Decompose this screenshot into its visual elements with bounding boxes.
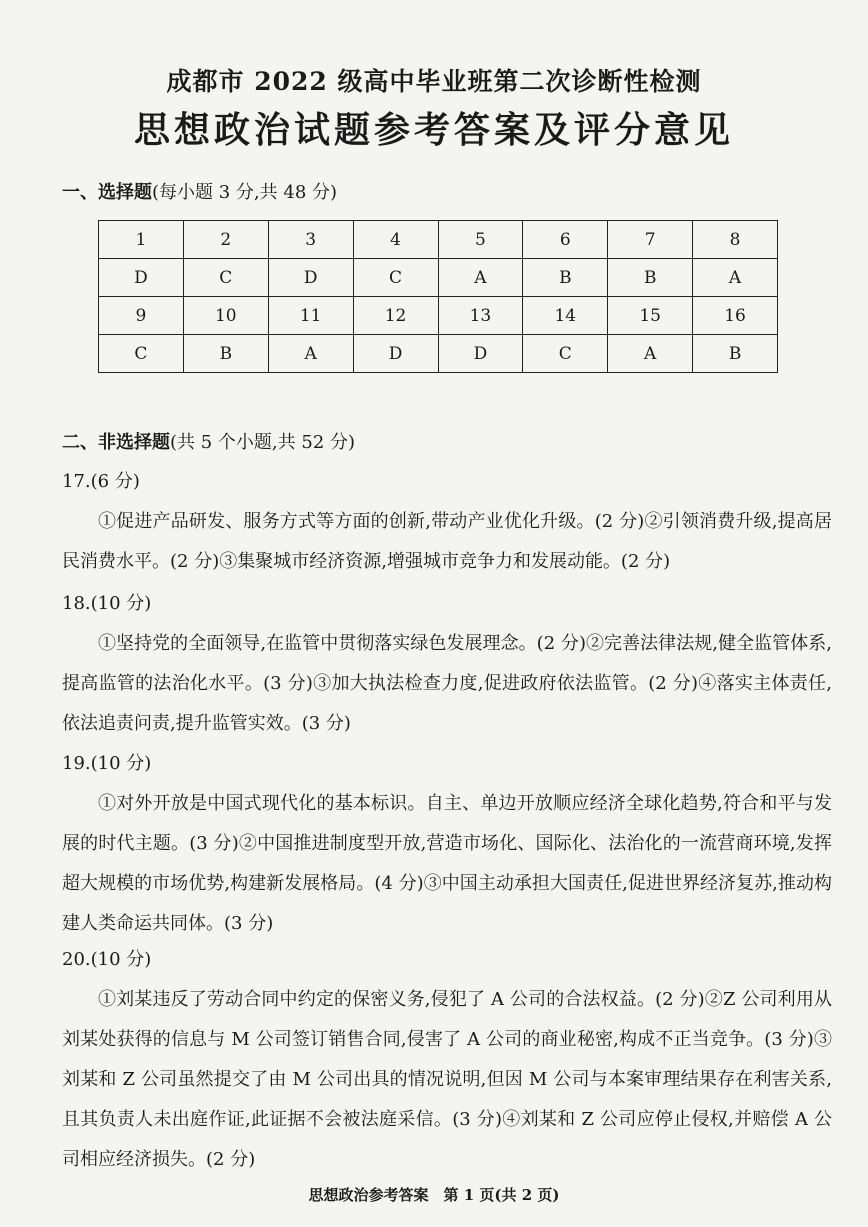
section-note: (每小题 3 分,共 48 分) bbox=[152, 182, 338, 203]
table-row bbox=[99, 297, 778, 335]
section-note: (共 5 个小题,共 52 分) bbox=[170, 432, 356, 453]
table-cell: 7 bbox=[608, 221, 693, 259]
question-17 bbox=[62, 468, 832, 582]
table-cell: 13 bbox=[438, 297, 523, 335]
table-cell: B bbox=[608, 259, 693, 297]
question-heading: 17.(6 分) bbox=[62, 471, 140, 492]
section-label: 一、选择题 bbox=[62, 182, 152, 203]
question-heading: 18.(10 分) bbox=[62, 593, 152, 614]
page-footer: 思想政治参考答案 第 1 页(共 2 页) bbox=[308, 1186, 560, 1204]
table-cell: 5 bbox=[438, 221, 523, 259]
table-cell: D bbox=[99, 259, 184, 297]
table-cell: C bbox=[183, 259, 268, 297]
table-cell: 4 bbox=[353, 221, 438, 259]
table-cell: 3 bbox=[268, 221, 353, 259]
table-cell: 8 bbox=[693, 221, 778, 259]
section-heading-nonchoice bbox=[62, 428, 355, 454]
question-answer: ①对外开放是中国式现代化的基本标识。自主、单边开放顺应经济全球化趋势,符合和平与发展的时代主题。(3 分)②中国推进制度型开放,营造市场化、国际化、法治化的一流营商环境,发挥超大规模的市场优势,构建新发展格局。(4 分)③中国主动承担大国责任,促进世界经济复苏,推动构建人类命运共同体。(3 分) bbox=[62, 793, 832, 934]
table-cell: C bbox=[353, 259, 438, 297]
table-cell: 10 bbox=[183, 297, 268, 335]
table-cell: 9 bbox=[99, 297, 184, 335]
table-cell: 6 bbox=[523, 221, 608, 259]
table-cell: A bbox=[693, 259, 778, 297]
table-row bbox=[99, 335, 778, 373]
table-row bbox=[99, 259, 778, 297]
document-title: 思想政治试题参考答案及评分意见 bbox=[133, 109, 734, 151]
table-cell: 15 bbox=[608, 297, 693, 335]
table-cell: D bbox=[353, 335, 438, 373]
question-answer: ①促进产品研发、服务方式等方面的创新,带动产业优化升级。(2 分)②引领消费升级,提高居民消费水平。(2 分)③集聚城市经济资源,增强城市竞争力和发展动能。(2 分) bbox=[62, 511, 832, 572]
table-cell: 2 bbox=[183, 221, 268, 259]
table-cell: B bbox=[693, 335, 778, 373]
table-cell: A bbox=[608, 335, 693, 373]
table-cell: 16 bbox=[693, 297, 778, 335]
table-row bbox=[99, 221, 778, 259]
question-heading: 19.(10 分) bbox=[62, 753, 152, 774]
question-heading: 20.(10 分) bbox=[62, 949, 152, 970]
table-cell: A bbox=[268, 335, 353, 373]
question-answer: ①坚持党的全面领导,在监管中贯彻落实绿色发展理念。(2 分)②完善法律法规,健全监管体系,提高监管的法治化水平。(3 分)③加大执法检查力度,促进政府依法监管。(2 分)④落实主体责任,依法追责问责,提升监管实效。(3 分) bbox=[62, 633, 832, 734]
section-heading-choice bbox=[62, 178, 337, 204]
exam-title: 成都市 2022 级高中毕业班第二次诊断性检测 bbox=[166, 67, 702, 96]
table-cell: B bbox=[523, 259, 608, 297]
table-cell: 1 bbox=[99, 221, 184, 259]
table-cell: D bbox=[438, 335, 523, 373]
question-19 bbox=[62, 750, 832, 944]
section-label: 二、非选择题 bbox=[62, 432, 170, 453]
table-cell: 14 bbox=[523, 297, 608, 335]
table-cell: 12 bbox=[353, 297, 438, 335]
table-cell: C bbox=[99, 335, 184, 373]
table-cell: B bbox=[183, 335, 268, 373]
answer-table bbox=[98, 220, 778, 373]
table-cell: 11 bbox=[268, 297, 353, 335]
question-18 bbox=[62, 590, 832, 744]
table-cell: C bbox=[523, 335, 608, 373]
question-20 bbox=[62, 946, 832, 1180]
question-answer: ①刘某违反了劳动合同中约定的保密义务,侵犯了 A 公司的合法权益。(2 分)②Z 公司利用从刘某处获得的信息与 M 公司签订销售合同,侵害了 A 公司的商业秘密,构成不正当竞争。(3 分)③刘某和 Z 公司虽然提交了由 M 公司出具的情况说明,但因 M 公司与本案审理结果存在利害关系,且其负责人未出庭作证,此证据不会被法庭采信。(3 分)④刘某和 Z 公司应停止侵权,并赔偿 A 公司相应经济损失。(2 分) bbox=[62, 989, 832, 1170]
table-cell: A bbox=[438, 259, 523, 297]
table-cell: D bbox=[268, 259, 353, 297]
